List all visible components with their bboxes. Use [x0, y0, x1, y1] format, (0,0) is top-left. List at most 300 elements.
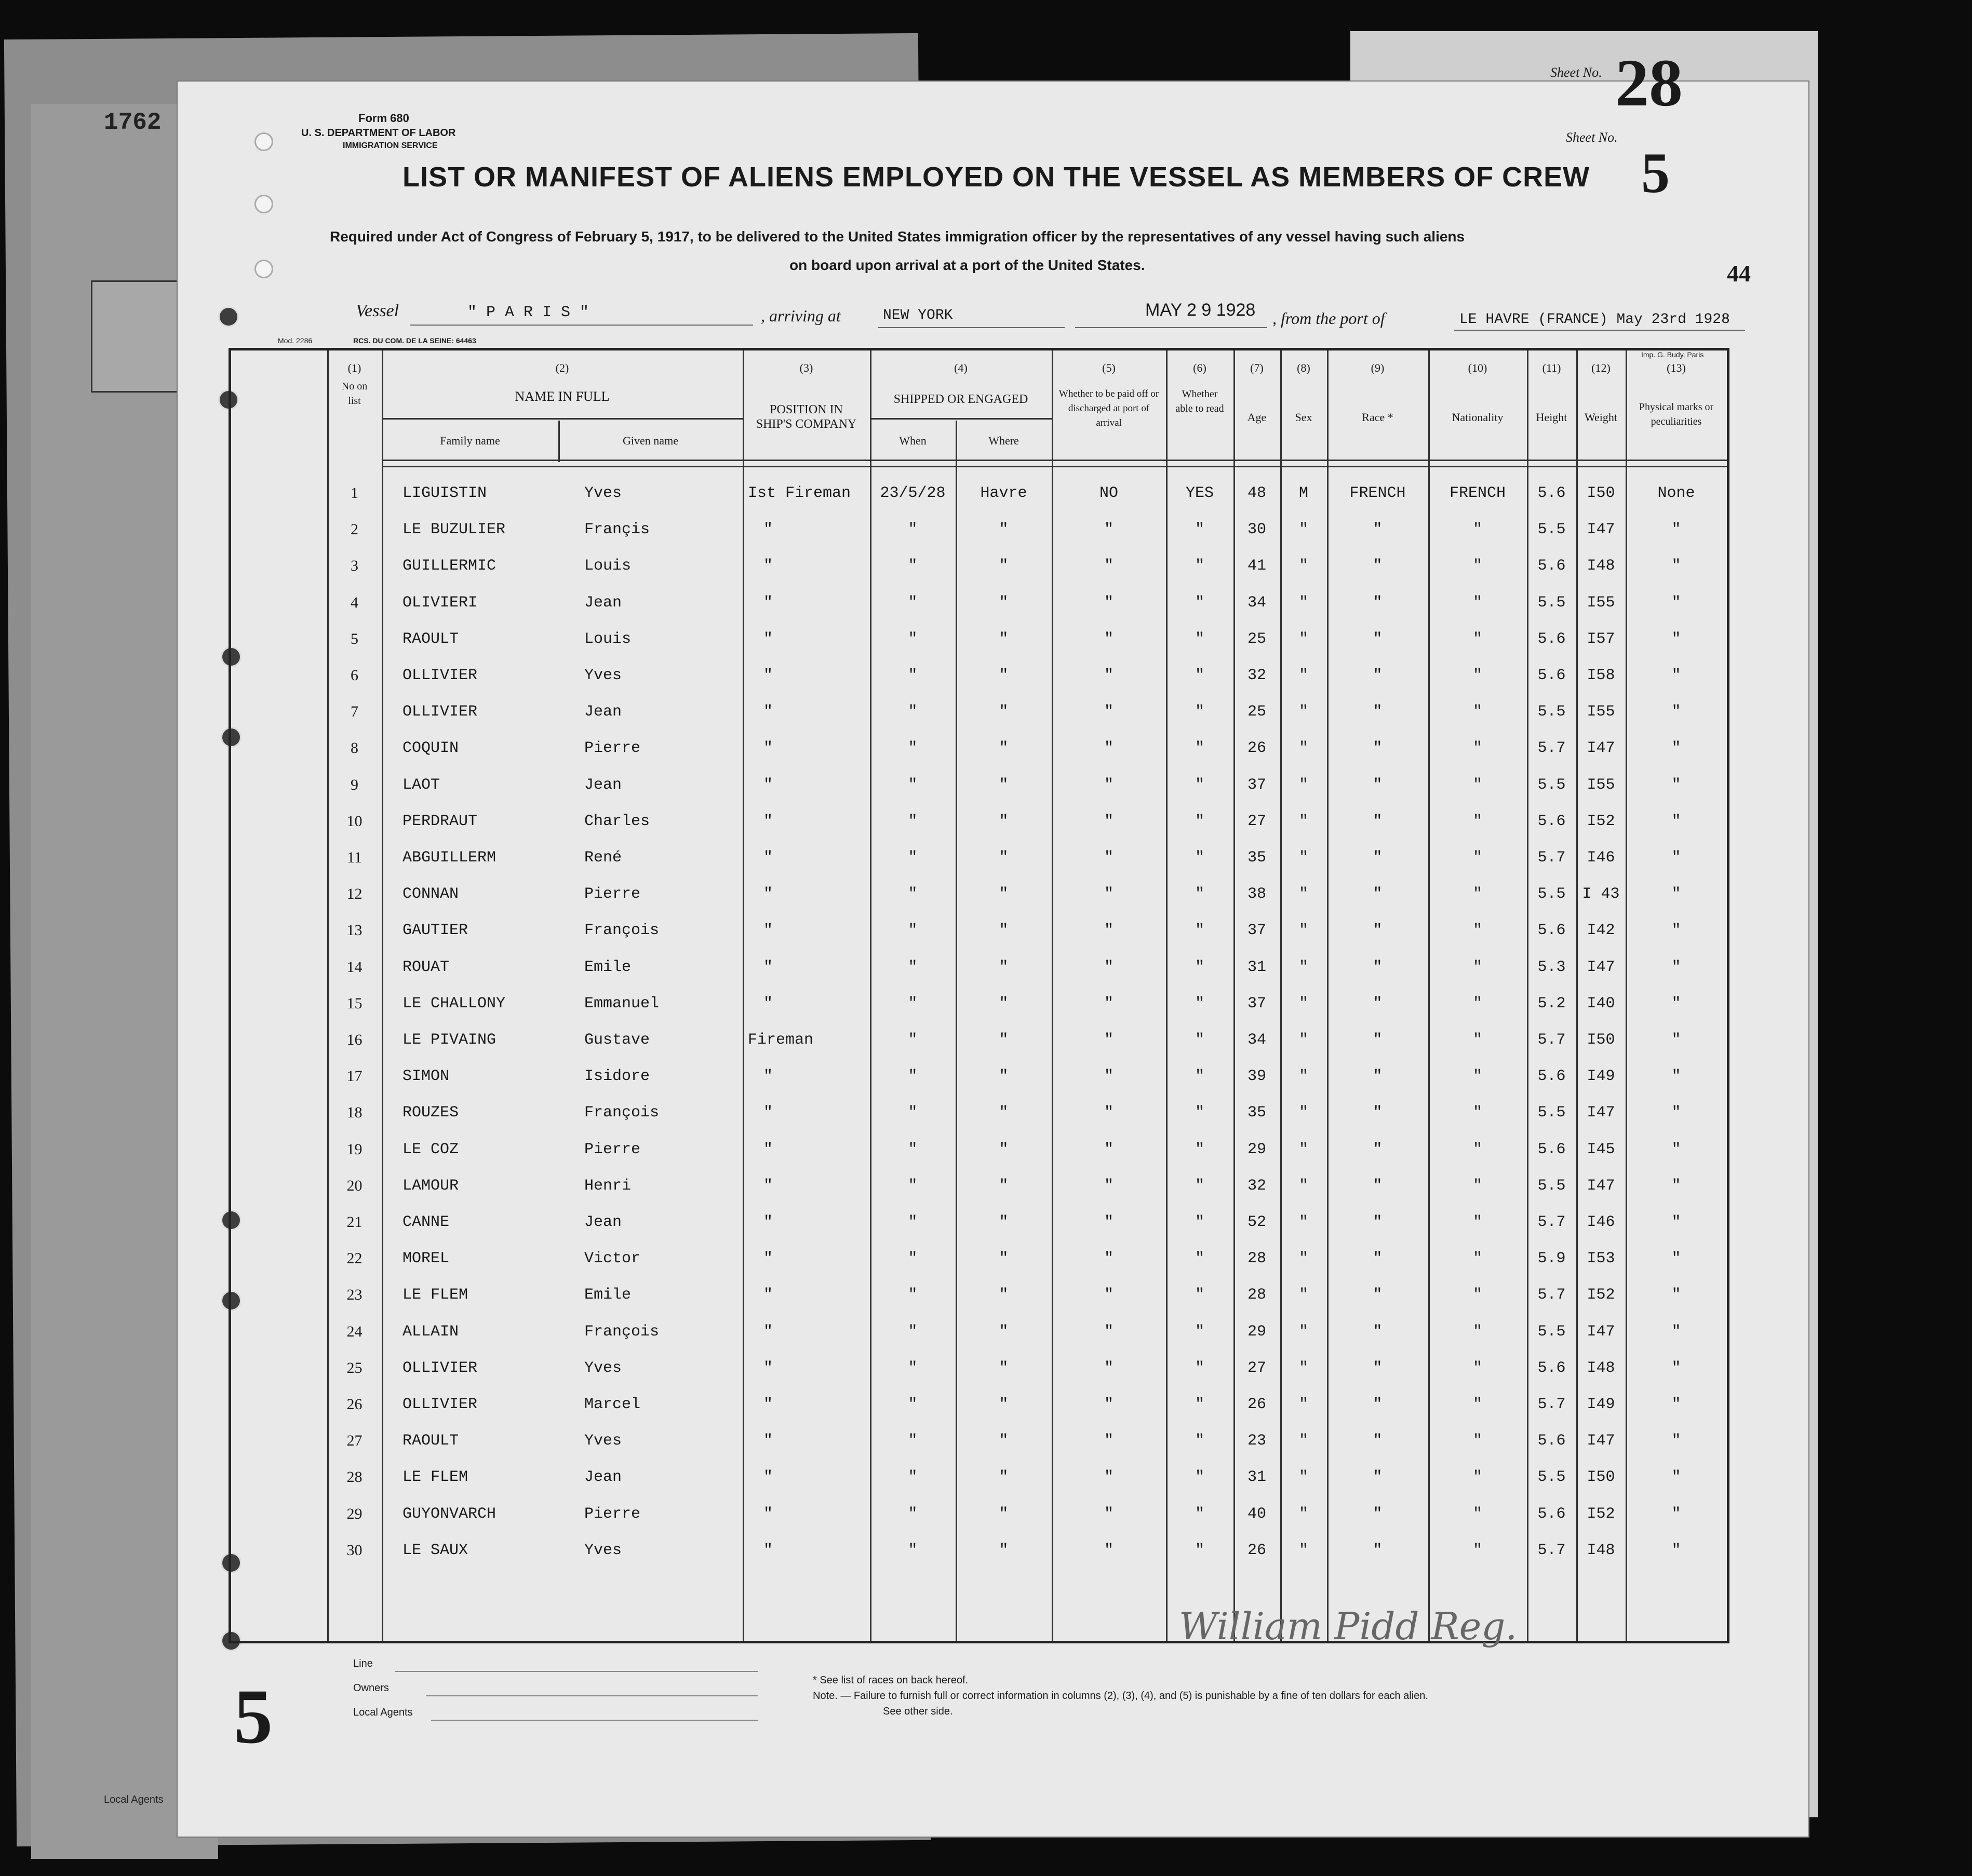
given-name: Yves: [584, 667, 622, 684]
height: 5.5: [1537, 1177, 1566, 1195]
penalty-note: Note. — Failure to furnish full or correct information in columns (2), (3), (4), and (5) is punishable by a fine of ten dollars for each alien.: [813, 1690, 1428, 1702]
shipped-where: ": [999, 958, 1009, 976]
sex: ": [1298, 1322, 1308, 1341]
nationality: ": [1472, 1432, 1482, 1450]
physical-marks: ": [1671, 1104, 1681, 1122]
shipped-when: ": [908, 667, 918, 684]
rcs-number: RCS. DU COM. DE LA SEINE: 64463: [353, 336, 476, 345]
row-number: 8: [351, 739, 358, 757]
physical-marks: ": [1671, 1213, 1681, 1231]
given-name: Emile: [584, 958, 632, 976]
race: ": [1373, 1432, 1383, 1450]
family-name: OLLIVIER: [403, 1396, 478, 1413]
able-to-read: ": [1195, 1104, 1204, 1122]
paid-off: ": [1104, 521, 1114, 539]
paid-off: ": [1104, 1177, 1114, 1195]
height: 5.5: [1537, 1322, 1566, 1341]
age: 52: [1247, 1213, 1266, 1231]
able-to-read: ": [1195, 557, 1204, 575]
col1-num: (1): [347, 361, 361, 374]
row-number: 11: [347, 849, 362, 866]
position: ": [763, 703, 773, 721]
weight: I47: [1587, 958, 1615, 976]
col2-header: NAME IN FULL: [515, 389, 610, 404]
physical-marks: ": [1671, 1432, 1681, 1450]
height: 5.7: [1537, 1541, 1566, 1559]
given-name: François: [584, 922, 660, 940]
nationality: ": [1472, 1396, 1482, 1413]
race: ": [1373, 1505, 1383, 1523]
age: 27: [1247, 1359, 1266, 1377]
paid-off: ": [1104, 557, 1114, 575]
table-row: [231, 1496, 1727, 1532]
nationality: ": [1472, 812, 1482, 830]
family-name: ABGUILLERM: [403, 849, 497, 867]
race: ": [1373, 1250, 1383, 1268]
col7-num: (7): [1250, 361, 1264, 374]
sex: ": [1298, 1031, 1308, 1049]
position: ": [763, 667, 773, 684]
table-row: [231, 730, 1727, 766]
position: ": [763, 812, 773, 830]
shipped-where: ": [999, 739, 1009, 758]
sex: ": [1298, 849, 1308, 867]
col3-num: (3): [799, 361, 813, 374]
row-number: 9: [351, 776, 358, 793]
row-number: 3: [351, 557, 358, 575]
weight: I52: [1587, 812, 1615, 830]
row-number: 23: [346, 1286, 363, 1304]
given-name: Marcel: [584, 1396, 641, 1413]
arriving-label: , arriving at: [761, 306, 841, 325]
shipped-when: ": [908, 593, 918, 612]
nationality: ": [1472, 1177, 1482, 1195]
weight: I52: [1587, 1286, 1615, 1304]
height: 5.6: [1537, 1140, 1566, 1158]
age: 34: [1247, 1031, 1266, 1049]
physical-marks: ": [1671, 1250, 1681, 1268]
able-to-read: ": [1195, 739, 1204, 758]
age: 39: [1247, 1068, 1266, 1086]
able-to-read: ": [1195, 812, 1204, 830]
shipped-when: ": [908, 1250, 918, 1268]
col9-header: Race *: [1362, 411, 1393, 424]
table-row: [231, 1277, 1727, 1313]
able-to-read: YES: [1185, 484, 1214, 502]
age: 27: [1247, 812, 1266, 830]
row-number: 28: [346, 1468, 363, 1486]
paid-off: ": [1104, 1068, 1114, 1086]
shipped-where: ": [999, 994, 1009, 1013]
family-name: LE FLEM: [403, 1468, 468, 1487]
table-row: [231, 912, 1727, 949]
row-number: 25: [346, 1359, 363, 1376]
able-to-read: ": [1195, 1541, 1204, 1559]
sex: ": [1298, 812, 1308, 830]
height: 5.6: [1537, 484, 1566, 502]
table-row: [231, 1350, 1727, 1386]
col3-header: POSITION IN SHIP'S COMPANY: [756, 403, 857, 431]
able-to-read: ": [1195, 1322, 1204, 1341]
row-number: 7: [351, 703, 358, 721]
weight: I52: [1587, 1505, 1615, 1523]
race: FRENCH: [1349, 484, 1406, 502]
col13-num: (13): [1667, 361, 1686, 374]
height: 5.6: [1537, 1359, 1566, 1377]
binder-hole: [218, 306, 239, 327]
age: 35: [1247, 1104, 1266, 1122]
age: 28: [1247, 1286, 1266, 1304]
family-name: LE FLEM: [403, 1286, 468, 1304]
col6-num: (6): [1193, 361, 1206, 374]
weight: I48: [1587, 557, 1615, 575]
table-row: [231, 1095, 1727, 1131]
height: 5.3: [1537, 958, 1566, 976]
family-name: COQUIN: [403, 739, 459, 758]
table-row: [231, 803, 1727, 840]
age: 37: [1247, 994, 1266, 1013]
race: ": [1373, 1140, 1383, 1158]
shipped-where: ": [999, 922, 1009, 940]
sex: ": [1298, 994, 1308, 1013]
physical-marks: ": [1671, 1140, 1681, 1158]
age: 41: [1247, 557, 1266, 575]
mod-number: Mod. 2286: [278, 336, 313, 345]
weight: I47: [1587, 1322, 1615, 1341]
family-name: LE BUZULIER: [403, 521, 506, 539]
height: 5.7: [1537, 739, 1566, 758]
position: ": [763, 1250, 773, 1268]
row-number: 14: [346, 958, 363, 976]
shipped-where: ": [999, 1250, 1009, 1268]
position: ": [763, 1359, 773, 1377]
paid-off: ": [1104, 593, 1114, 612]
given-name: François: [584, 1104, 660, 1122]
nationality: ": [1472, 958, 1482, 976]
table-row: [231, 1386, 1727, 1423]
position: ": [763, 521, 773, 539]
given-name: Emmanuel: [584, 994, 660, 1013]
given-name: Isidore: [584, 1068, 650, 1086]
sex: ": [1298, 521, 1308, 539]
able-to-read: ": [1195, 1468, 1204, 1487]
col5-header: Whether to be paid off or discharged at port of arrival: [1058, 388, 1159, 428]
nationality: ": [1472, 557, 1482, 575]
shipped-where: ": [999, 1104, 1009, 1122]
table-row: [231, 1022, 1727, 1058]
height: 5.6: [1537, 667, 1566, 684]
sheet-no-label-2: Sheet No.: [1566, 130, 1618, 145]
able-to-read: ": [1195, 593, 1204, 612]
physical-marks: ": [1671, 922, 1681, 940]
height: 5.2: [1537, 994, 1566, 1013]
paid-off: ": [1104, 1031, 1114, 1049]
race: ": [1373, 1031, 1383, 1049]
shipped-where: ": [999, 812, 1009, 830]
weight: I49: [1587, 1068, 1615, 1086]
nationality: ": [1472, 1140, 1482, 1158]
col13-header: Physical marks or peculiarities: [1639, 401, 1714, 427]
able-to-read: ": [1195, 521, 1204, 539]
weight: I48: [1587, 1359, 1615, 1377]
position: ": [763, 1213, 773, 1231]
age: 25: [1247, 703, 1266, 721]
position: ": [763, 1432, 773, 1450]
subtitle-line2: on board upon arrival at a port of the United States.: [789, 257, 1145, 273]
weight: I47: [1587, 1432, 1615, 1450]
shipped-where: ": [999, 1031, 1009, 1049]
sex: ": [1298, 557, 1308, 575]
see-other-side: See other side.: [883, 1706, 953, 1717]
race: ": [1373, 812, 1383, 830]
given-name: Gustave: [584, 1031, 650, 1049]
sex: ": [1298, 885, 1308, 903]
paid-off: ": [1104, 739, 1114, 758]
paid-off: ": [1104, 1104, 1114, 1122]
age: 38: [1247, 885, 1266, 903]
row-number: 13: [346, 922, 363, 939]
sheet-no-2: 5: [1641, 141, 1670, 205]
able-to-read: ": [1195, 1250, 1204, 1268]
able-to-read: ": [1195, 1068, 1204, 1086]
position: ": [763, 593, 773, 612]
race: ": [1373, 1177, 1383, 1195]
family-name: LE COZ: [403, 1140, 459, 1158]
height: 5.9: [1537, 1250, 1566, 1268]
footer-agents-label: Local Agents: [353, 1707, 413, 1718]
race: ": [1373, 557, 1383, 575]
paid-off: ": [1104, 1213, 1114, 1231]
col1-header: No on list: [341, 381, 368, 407]
height: 5.5: [1537, 1468, 1566, 1487]
row-number: 10: [346, 812, 363, 830]
height: 5.7: [1537, 1396, 1566, 1413]
height: 5.5: [1537, 776, 1566, 794]
shipped-where: ": [999, 849, 1009, 867]
shipped-where: ": [999, 703, 1009, 721]
paid-off: ": [1104, 1432, 1114, 1450]
physical-marks: ": [1671, 849, 1681, 867]
age: 25: [1247, 630, 1266, 648]
paid-off: ": [1104, 849, 1114, 867]
nationality: ": [1472, 703, 1482, 721]
race: ": [1373, 1359, 1383, 1377]
table-row: [231, 1423, 1727, 1459]
shipped-where: Havre: [980, 484, 1027, 502]
able-to-read: ": [1195, 958, 1204, 976]
nationality: ": [1472, 849, 1482, 867]
family-name: LE CHALLONY: [403, 994, 506, 1013]
race: ": [1373, 521, 1383, 539]
family-name: GUYONVARCH: [403, 1505, 497, 1523]
paid-off: ": [1104, 1468, 1114, 1487]
family-name: OLLIVIER: [403, 703, 478, 721]
row-number: 12: [346, 885, 363, 903]
height: 5.7: [1537, 1286, 1566, 1304]
row-number: 17: [346, 1068, 363, 1085]
age: 31: [1247, 1468, 1266, 1487]
height: 5.6: [1537, 557, 1566, 575]
table-row: [231, 840, 1727, 876]
from-label: , from the port of: [1272, 309, 1385, 328]
shipped-when: ": [908, 1396, 918, 1413]
sex: ": [1298, 1104, 1308, 1122]
able-to-read: ": [1195, 994, 1204, 1013]
left-margin-number: 5: [234, 1673, 273, 1760]
race: ": [1373, 1286, 1383, 1304]
race: ": [1373, 667, 1383, 684]
shipped-when: ": [908, 1432, 918, 1450]
table-row: [231, 621, 1727, 657]
table-row: [231, 1204, 1727, 1240]
sex: ": [1298, 1177, 1308, 1195]
handwritten-count: 44: [1727, 260, 1751, 287]
shipped-where: ": [999, 557, 1009, 575]
shipped-when: ": [908, 849, 918, 867]
shipped-where: ": [999, 885, 1009, 903]
family-name: RAOULT: [403, 630, 459, 648]
sex: ": [1298, 1213, 1308, 1231]
row-number: 20: [346, 1177, 363, 1194]
binder-hole: [254, 260, 273, 278]
shipped-where: ": [999, 1541, 1009, 1559]
table-row: [231, 1532, 1727, 1569]
row-number: 22: [346, 1250, 363, 1267]
weight: I46: [1587, 1213, 1615, 1231]
able-to-read: ": [1195, 1359, 1204, 1377]
row-number: 1: [351, 484, 358, 502]
weight: I42: [1587, 922, 1615, 940]
height: 5.6: [1537, 1432, 1566, 1450]
paid-off: ": [1104, 1250, 1114, 1268]
physical-marks: ": [1671, 1541, 1681, 1559]
family-name: ALLAIN: [403, 1322, 459, 1341]
sex: ": [1298, 1140, 1308, 1158]
weight: I45: [1587, 1140, 1615, 1158]
able-to-read: ": [1195, 922, 1204, 940]
age: 35: [1247, 849, 1266, 867]
able-to-read: ": [1195, 1031, 1204, 1049]
position: Ist Fireman: [748, 484, 851, 502]
family-name: ROUAT: [403, 958, 450, 976]
race: ": [1373, 958, 1383, 976]
col7-header: Age: [1247, 411, 1267, 424]
age: 37: [1247, 776, 1266, 794]
position: ": [763, 885, 773, 903]
physical-marks: ": [1671, 1322, 1681, 1341]
physical-marks: ": [1671, 1468, 1681, 1487]
position: ": [763, 958, 773, 976]
shipped-when: ": [908, 1104, 918, 1122]
row-number: 2: [351, 521, 358, 538]
table-row: [231, 1314, 1727, 1350]
physical-marks: ": [1671, 739, 1681, 758]
sex: ": [1298, 703, 1308, 721]
table-row: [231, 767, 1727, 803]
race: ": [1373, 1468, 1383, 1487]
position: ": [763, 630, 773, 648]
table-row: [231, 1131, 1727, 1168]
age: 29: [1247, 1322, 1266, 1341]
family-name: LE PIVAING: [403, 1031, 497, 1049]
weight: I47: [1587, 1177, 1615, 1195]
table-row: [231, 585, 1727, 621]
nationality: ": [1472, 667, 1482, 684]
paid-off: ": [1104, 776, 1114, 794]
subtitle-line1: Required under Act of Congress of February 5, 1917, to be delivered to the United States immigration officer by the representatives of any vessel having such aliens: [330, 228, 1465, 245]
vessel-name: " P A R I S ": [467, 304, 589, 321]
shipped-where: ": [999, 1468, 1009, 1487]
nationality: ": [1472, 1468, 1482, 1487]
weight: I 43: [1582, 885, 1620, 903]
weight: I47: [1587, 739, 1615, 758]
weight: I46: [1587, 849, 1615, 867]
col2b-header: Given name: [623, 434, 678, 447]
height: 5.5: [1537, 1104, 1566, 1122]
physical-marks: ": [1671, 1396, 1681, 1413]
sex: ": [1298, 1250, 1308, 1268]
race: ": [1373, 630, 1383, 648]
able-to-read: ": [1195, 885, 1204, 903]
given-name: Pierre: [584, 1140, 641, 1158]
sex: ": [1298, 630, 1308, 648]
family-name: LIGUISTIN: [403, 484, 487, 502]
given-name: Louis: [584, 630, 632, 648]
sex: ": [1298, 922, 1308, 940]
able-to-read: ": [1195, 1396, 1204, 1413]
physical-marks: ": [1671, 1068, 1681, 1086]
col11-num: (11): [1542, 361, 1561, 374]
paid-off: ": [1104, 885, 1114, 903]
vessel-label: Vessel: [356, 301, 399, 320]
race: ": [1373, 739, 1383, 758]
race-note: * See list of races on back hereof.: [813, 1675, 969, 1686]
shipped-when: ": [908, 812, 918, 830]
family-name: LAMOUR: [403, 1177, 459, 1195]
shipped-when: ": [908, 557, 918, 575]
able-to-read: ": [1195, 1286, 1204, 1304]
position: ": [763, 739, 773, 758]
age: 32: [1247, 1177, 1266, 1195]
age: 26: [1247, 1541, 1266, 1559]
height: 5.6: [1537, 630, 1566, 648]
sex: ": [1298, 1468, 1308, 1487]
position: ": [763, 1177, 773, 1195]
given-name: Henri: [584, 1177, 632, 1195]
paid-off: ": [1104, 703, 1114, 721]
row-number: 19: [346, 1140, 363, 1158]
row-number: 24: [346, 1322, 363, 1340]
nationality: ": [1472, 1250, 1482, 1268]
col12-header: Weight: [1585, 411, 1617, 424]
position: ": [763, 557, 773, 575]
paid-off: ": [1104, 1322, 1114, 1341]
family-name: GUILLERMIC: [403, 557, 497, 575]
position: Fireman: [748, 1031, 814, 1049]
shipped-when: ": [908, 1031, 918, 1049]
weight: I49: [1587, 1396, 1615, 1413]
nationality: ": [1472, 994, 1482, 1013]
height: 5.7: [1537, 1213, 1566, 1231]
given-name: Jean: [584, 593, 622, 612]
shipped-where: ": [999, 1177, 1009, 1195]
col6-header: Whether able to read: [1175, 388, 1224, 414]
given-name: Jean: [584, 776, 622, 794]
race: ": [1373, 1104, 1383, 1122]
col2-num: (2): [555, 361, 569, 374]
family-name: GAUTIER: [403, 922, 468, 940]
paid-off: ": [1104, 922, 1114, 940]
